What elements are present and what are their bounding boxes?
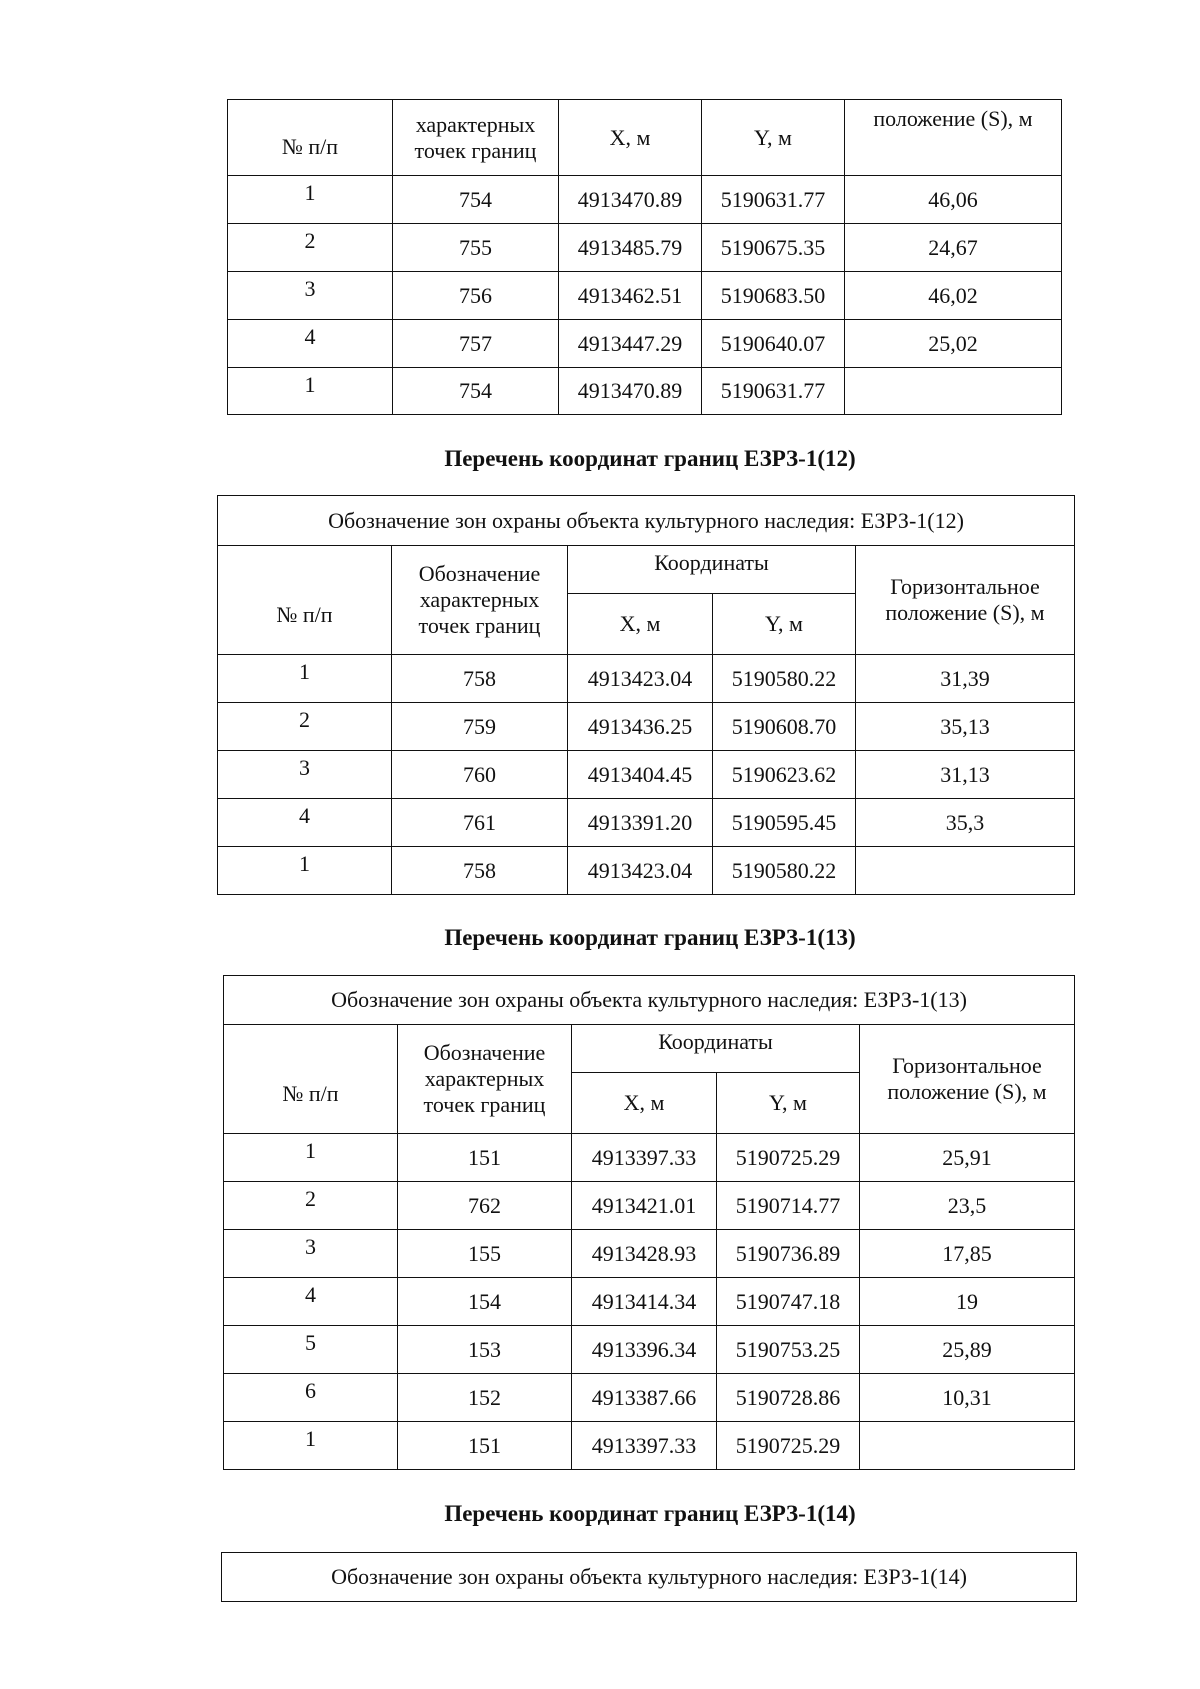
cell-num: 3 bbox=[224, 1230, 398, 1278]
cell-point: 758 bbox=[392, 655, 568, 703]
cell-distance: 46,02 bbox=[845, 272, 1062, 320]
table-row bbox=[228, 272, 1062, 320]
zone-caption: Обозначение зон охраны объекта культурного наследия: ЕЗРЗ-1(12) bbox=[218, 496, 1075, 546]
cell-num: 3 bbox=[228, 272, 393, 320]
cell-distance: 25,89 bbox=[860, 1326, 1075, 1374]
col-header-distance: положение (S), м bbox=[845, 100, 1062, 176]
table-row bbox=[218, 799, 1075, 847]
cell-num: 2 bbox=[218, 703, 392, 751]
cell-y: 5190683.50 bbox=[702, 272, 845, 320]
table-row bbox=[218, 751, 1075, 799]
coordinates-table-continued bbox=[227, 99, 1062, 415]
cell-x: 4913391.20 bbox=[568, 799, 713, 847]
col-header-x: X, м bbox=[559, 100, 702, 176]
col-header-x: X, м bbox=[568, 594, 713, 655]
table-row bbox=[224, 1422, 1075, 1470]
cell-point: 758 bbox=[392, 847, 568, 895]
table-row bbox=[228, 224, 1062, 272]
cell-distance: 35,3 bbox=[856, 799, 1075, 847]
coordinates-table-14 bbox=[221, 1552, 1077, 1602]
cell-distance: 31,13 bbox=[856, 751, 1075, 799]
table-row bbox=[218, 847, 1075, 895]
cell-num: 1 bbox=[218, 847, 392, 895]
cell-x: 4913470.89 bbox=[559, 176, 702, 224]
cell-y: 5190747.18 bbox=[717, 1278, 860, 1326]
cell-x: 4913470.89 bbox=[559, 368, 702, 415]
cell-point: 757 bbox=[393, 320, 559, 368]
cell-distance bbox=[856, 847, 1075, 895]
cell-point: 762 bbox=[398, 1182, 572, 1230]
cell-num: 2 bbox=[224, 1182, 398, 1230]
cell-num: 1 bbox=[224, 1134, 398, 1182]
cell-distance: 46,06 bbox=[845, 176, 1062, 224]
cell-y: 5190675.35 bbox=[702, 224, 845, 272]
col-header-num: № п/п bbox=[218, 546, 392, 655]
table-row bbox=[228, 368, 1062, 415]
col-header-distance: Горизонтальное положение (S), м bbox=[856, 546, 1075, 655]
cell-num: 4 bbox=[224, 1278, 398, 1326]
col-header-y: Y, м bbox=[717, 1073, 860, 1134]
cell-point: 151 bbox=[398, 1422, 572, 1470]
cell-y: 5190623.62 bbox=[713, 751, 856, 799]
table-row bbox=[228, 176, 1062, 224]
cell-num: 4 bbox=[228, 320, 393, 368]
col-header-num: № п/п bbox=[228, 100, 393, 176]
cell-y: 5190714.77 bbox=[717, 1182, 860, 1230]
cell-distance bbox=[860, 1422, 1075, 1470]
cell-distance: 23,5 bbox=[860, 1182, 1075, 1230]
cell-x: 4913423.04 bbox=[568, 655, 713, 703]
cell-x: 4913397.33 bbox=[572, 1134, 717, 1182]
col-header-x: X, м bbox=[572, 1073, 717, 1134]
col-header-distance: Горизонтальное положение (S), м bbox=[860, 1025, 1075, 1134]
cell-distance: 10,31 bbox=[860, 1374, 1075, 1422]
cell-y: 5190580.22 bbox=[713, 655, 856, 703]
cell-x: 4913387.66 bbox=[572, 1374, 717, 1422]
cell-y: 5190595.45 bbox=[713, 799, 856, 847]
coordinates-table-13 bbox=[223, 975, 1075, 1470]
cell-point: 759 bbox=[392, 703, 568, 751]
col-header-point: Обозначение характерных точек границ bbox=[398, 1025, 572, 1134]
cell-y: 5190725.29 bbox=[717, 1134, 860, 1182]
cell-point: 152 bbox=[398, 1374, 572, 1422]
cell-y: 5190640.07 bbox=[702, 320, 845, 368]
table-row bbox=[228, 320, 1062, 368]
cell-x: 4913423.04 bbox=[568, 847, 713, 895]
col-header-y: Y, м bbox=[702, 100, 845, 176]
cell-y: 5190736.89 bbox=[717, 1230, 860, 1278]
cell-x: 4913404.45 bbox=[568, 751, 713, 799]
cell-y: 5190631.77 bbox=[702, 368, 845, 415]
table-row bbox=[224, 1230, 1075, 1278]
col-header-coordinates: Координаты bbox=[572, 1025, 860, 1073]
col-header-y: Y, м bbox=[713, 594, 856, 655]
cell-distance: 19 bbox=[860, 1278, 1075, 1326]
cell-num: 1 bbox=[228, 368, 393, 415]
cell-point: 154 bbox=[398, 1278, 572, 1326]
cell-y: 5190608.70 bbox=[713, 703, 856, 751]
cell-distance: 17,85 bbox=[860, 1230, 1075, 1278]
cell-y: 5190753.25 bbox=[717, 1326, 860, 1374]
cell-num: 1 bbox=[224, 1422, 398, 1470]
zone-caption: Обозначение зон охраны объекта культурного наследия: ЕЗРЗ-1(13) bbox=[224, 976, 1075, 1025]
cell-x: 4913414.34 bbox=[572, 1278, 717, 1326]
cell-num: 6 bbox=[224, 1374, 398, 1422]
cell-y: 5190728.86 bbox=[717, 1374, 860, 1422]
section-title-14: Перечень координат границ ЕЗРЗ-1(14) bbox=[444, 1501, 856, 1526]
cell-distance: 35,13 bbox=[856, 703, 1075, 751]
cell-point: 155 bbox=[398, 1230, 572, 1278]
cell-num: 2 bbox=[228, 224, 393, 272]
cell-y: 5190631.77 bbox=[702, 176, 845, 224]
cell-point: 754 bbox=[393, 368, 559, 415]
section-title-12: Перечень координат границ ЕЗРЗ-1(12) bbox=[444, 446, 856, 471]
table-row bbox=[224, 1278, 1075, 1326]
coordinates-table-12 bbox=[217, 495, 1075, 895]
cell-x: 4913421.01 bbox=[572, 1182, 717, 1230]
cell-y: 5190580.22 bbox=[713, 847, 856, 895]
cell-x: 4913447.29 bbox=[559, 320, 702, 368]
col-header-num: № п/п bbox=[224, 1025, 398, 1134]
cell-x: 4913397.33 bbox=[572, 1422, 717, 1470]
cell-y: 5190725.29 bbox=[717, 1422, 860, 1470]
cell-num: 3 bbox=[218, 751, 392, 799]
col-header-point: Обозначение характерных точек границ bbox=[392, 546, 568, 655]
cell-point: 760 bbox=[392, 751, 568, 799]
table-row bbox=[224, 1374, 1075, 1422]
cell-x: 4913396.34 bbox=[572, 1326, 717, 1374]
table-row bbox=[218, 655, 1075, 703]
cell-distance bbox=[845, 368, 1062, 415]
cell-point: 754 bbox=[393, 176, 559, 224]
cell-distance: 24,67 bbox=[845, 224, 1062, 272]
table-row bbox=[218, 703, 1075, 751]
cell-point: 153 bbox=[398, 1326, 572, 1374]
cell-num: 1 bbox=[228, 176, 393, 224]
cell-point: 151 bbox=[398, 1134, 572, 1182]
cell-distance: 25,91 bbox=[860, 1134, 1075, 1182]
section-title-13: Перечень координат границ ЕЗРЗ-1(13) bbox=[444, 925, 856, 950]
cell-distance: 31,39 bbox=[856, 655, 1075, 703]
cell-num: 5 bbox=[224, 1326, 398, 1374]
cell-point: 755 bbox=[393, 224, 559, 272]
cell-num: 4 bbox=[218, 799, 392, 847]
cell-x: 4913462.51 bbox=[559, 272, 702, 320]
cell-point: 761 bbox=[392, 799, 568, 847]
cell-point: 756 bbox=[393, 272, 559, 320]
cell-x: 4913485.79 bbox=[559, 224, 702, 272]
table-row bbox=[224, 1134, 1075, 1182]
cell-x: 4913428.93 bbox=[572, 1230, 717, 1278]
table-row bbox=[224, 1326, 1075, 1374]
zone-caption: Обозначение зон охраны объекта культурного наследия: ЕЗРЗ-1(14) bbox=[222, 1553, 1077, 1602]
col-header-coordinates: Координаты bbox=[568, 546, 856, 594]
cell-x: 4913436.25 bbox=[568, 703, 713, 751]
cell-distance: 25,02 bbox=[845, 320, 1062, 368]
table-row bbox=[224, 1182, 1075, 1230]
cell-num: 1 bbox=[218, 655, 392, 703]
col-header-point: характерных точек границ bbox=[393, 100, 559, 176]
